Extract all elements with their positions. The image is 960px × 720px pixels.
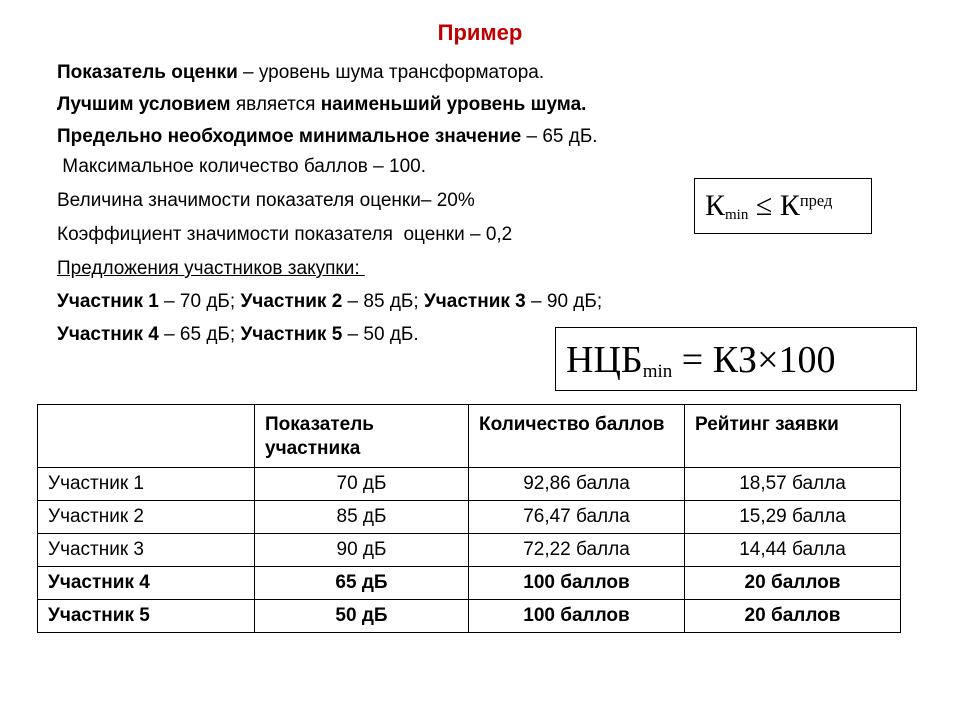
table-cell: 90 дБ [255, 534, 469, 567]
table-row [38, 468, 901, 501]
text-line [57, 224, 512, 246]
formula-k2: К [779, 189, 800, 222]
text-segment: – 85 дБ; [342, 291, 424, 312]
text-segment: является [230, 94, 321, 115]
formula-k: К [705, 189, 726, 222]
table-cell: 50 дБ [255, 600, 469, 633]
participant-name-cell: Участник 4 [38, 567, 255, 600]
text-segment: – уровень шума трансформатора. [237, 62, 545, 83]
text-segment: – 65 дБ. [521, 126, 598, 147]
formula-k2-sup: пред [799, 190, 833, 210]
table-cell: 65 дБ [255, 567, 469, 600]
header-cell-points: Количество баллов [469, 405, 685, 468]
header-cell-empty [38, 405, 255, 468]
table-cell: 20 баллов [685, 567, 901, 600]
text-line [57, 190, 475, 212]
text-line [57, 258, 365, 280]
text-line [57, 94, 586, 116]
participant-name-cell: Участник 2 [38, 501, 255, 534]
text-line [57, 156, 426, 178]
table-cell: 76,47 балла [469, 501, 685, 534]
formula-ncb-main: НЦБ [566, 339, 643, 381]
table-row [38, 567, 901, 600]
text-segment: наименьший уровень шума. [320, 94, 587, 115]
text-segment: Коэффициент значимости показателя оценки – 0,2 [57, 224, 513, 245]
table-cell: 72,22 балла [469, 534, 685, 567]
participant-name-cell: Участник 5 [38, 600, 255, 633]
header-cell-indicator: Показатель участника [255, 405, 469, 468]
slide-title: Пример [437, 20, 523, 45]
participant-name-cell: Участник 1 [38, 468, 255, 501]
table-cell: 14,44 балла [685, 534, 901, 567]
table-cell: 70 дБ [255, 468, 469, 501]
text-segment: – 70 дБ; [158, 291, 241, 312]
formula-ncb [555, 327, 917, 391]
header-cell-rating: Рейтинг заявки [685, 405, 901, 468]
table-cell: 100 баллов [469, 600, 685, 633]
text-segment: Лучшим условием [57, 94, 231, 115]
text-segment: Показатель оценки [57, 62, 238, 83]
table-cell: 20 баллов [685, 600, 901, 633]
text-line [57, 324, 419, 346]
text-segment: – 50 дБ. [342, 324, 419, 345]
formula-k-min [694, 178, 872, 234]
participant-name-cell: Участник 3 [38, 534, 255, 567]
text-segment: Максимальное количество баллов – 100. [57, 156, 426, 177]
text-segment: – 90 дБ; [525, 291, 603, 312]
text-segment: Предельно необходимое минимальное значение [57, 126, 522, 147]
results-table [37, 404, 901, 633]
table-cell: 18,57 балла [685, 468, 901, 501]
table-cell: 85 дБ [255, 501, 469, 534]
text-segment: Участник 3 [423, 291, 526, 312]
table-cell: 92,86 балла [469, 468, 685, 501]
text-segment: – 65 дБ; [158, 324, 241, 345]
table-row [38, 600, 901, 633]
text-segment: Участник 1 [57, 291, 159, 312]
text-segment: Участник 4 [57, 324, 159, 345]
table-cell: 100 баллов [469, 567, 685, 600]
text-segment: Участник 5 [240, 324, 343, 345]
table-header-row [38, 405, 901, 468]
table-row [38, 501, 901, 534]
formula-ncb-sub: min [642, 360, 673, 382]
text-segment: Величина значимости показателя оценки– 20% [57, 190, 475, 211]
table-cell: 15,29 балла [685, 501, 901, 534]
text-line [57, 291, 602, 313]
formula-ncb-rest: = КЗ×100 [681, 339, 836, 381]
text-line [57, 126, 598, 148]
formula-op: ≤ [755, 189, 773, 222]
formula-k-sub: min [725, 206, 749, 223]
text-segment: Участник 2 [240, 291, 343, 312]
table-row [38, 534, 901, 567]
text-segment: Предложения участников закупки: [57, 258, 365, 279]
text-line [57, 62, 544, 84]
